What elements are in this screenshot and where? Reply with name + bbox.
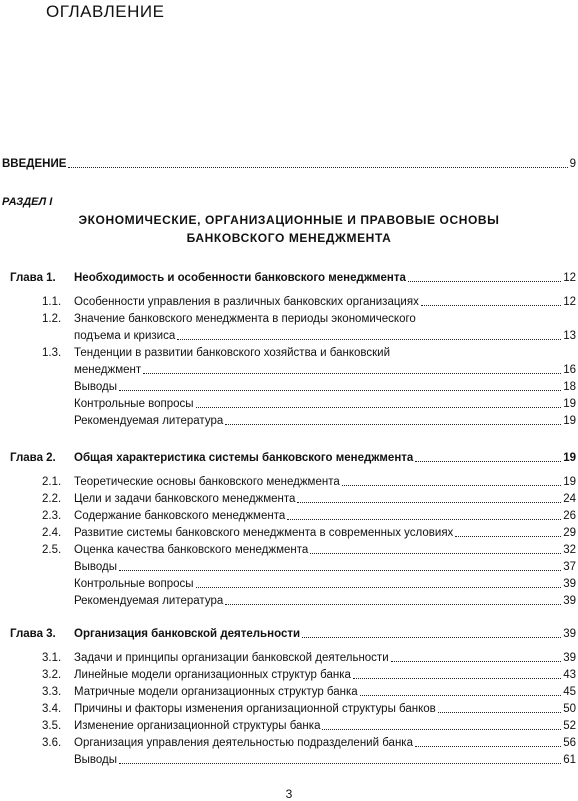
dot-leader <box>408 281 561 282</box>
toc-entry-label: Контрольные вопросы <box>74 398 194 410</box>
toc-entry-page: 26 <box>563 510 576 522</box>
toc-entry-page: 19 <box>563 398 576 410</box>
toc-entry-number: 3.5. <box>42 720 62 732</box>
toc-entry[interactable] <box>74 560 576 574</box>
toc-entry-label: Цели и задачи банковского менеджмента <box>74 493 296 505</box>
toc-entry[interactable] <box>74 295 576 309</box>
toc-entry[interactable] <box>74 414 576 428</box>
toc-entry-page: 19 <box>563 415 576 427</box>
toc-entry-number: 3.2. <box>42 669 62 681</box>
section-heading-line1: ЭКОНОМИЧЕСКИЕ, ОРГАНИЗАЦИОННЫЕ И ПРАВОВЫЕ ОСНОВЫ <box>78 213 500 227</box>
toc-entry-page: 39 <box>563 595 576 607</box>
dot-leader <box>391 661 562 662</box>
dot-leader <box>353 678 561 679</box>
toc-entry-label: ВВЕДЕНИЕ <box>2 158 67 170</box>
dot-leader <box>119 763 561 764</box>
toc-entry-label: Выводы <box>74 381 118 393</box>
dot-leader <box>287 519 561 520</box>
dot-leader <box>455 536 561 537</box>
chapter-number: Глава 1. <box>10 272 56 284</box>
toc-entry-page: 18 <box>563 381 576 393</box>
dot-leader <box>297 502 561 503</box>
toc-entry-label: Выводы <box>74 754 118 766</box>
page-title: ОГЛАВЛЕНИЕ <box>46 2 165 21</box>
toc-entry-page: 13 <box>563 330 576 342</box>
toc-entry-label: Тенденции в развитии банковского хозяйства и банковский <box>74 347 390 359</box>
toc-entry-number: 1.1. <box>42 296 62 308</box>
toc-entry-label: Причины и факторы изменения организационной структуры банков <box>74 703 436 715</box>
toc-entry-number: 2.2. <box>42 493 62 505</box>
toc-entry-label-cont: подъема и кризиса <box>74 330 176 342</box>
toc-entry[interactable] <box>74 397 576 411</box>
toc-entry-label: Рекомендуемая литература <box>74 415 224 427</box>
toc-entry-label: Рекомендуемая литература <box>74 595 224 607</box>
dot-leader <box>342 485 561 486</box>
toc-entry-label: Выводы <box>74 561 118 573</box>
toc-entry[interactable] <box>74 577 576 591</box>
dot-leader <box>177 339 561 340</box>
dot-leader <box>360 695 562 696</box>
page-number: 3 <box>285 787 293 801</box>
toc-entry-page: 16 <box>563 364 576 376</box>
toc-entry-number: 3.6. <box>42 737 62 749</box>
toc-entry-number: 2.3. <box>42 510 62 522</box>
toc-entry-page: 12 <box>563 272 576 284</box>
dot-leader <box>225 604 561 605</box>
toc-entry-page: 29 <box>563 527 576 539</box>
dot-leader <box>196 587 562 588</box>
toc-entry-chapter-1[interactable] <box>74 271 576 285</box>
toc-entry[interactable] <box>74 736 576 750</box>
dot-leader <box>196 407 562 408</box>
toc-entry-page: 24 <box>563 493 576 505</box>
toc-entry-chapter-2[interactable] <box>74 451 576 465</box>
section-label: РАЗДЕЛ I <box>2 196 53 208</box>
toc-entry[interactable] <box>74 753 576 767</box>
toc-entry-page: 19 <box>563 452 576 464</box>
toc-entry-number: 2.4. <box>42 527 62 539</box>
dot-leader <box>415 461 561 462</box>
toc-entry-label: Организация банковской деятельности <box>74 628 301 640</box>
toc-entry-page: 50 <box>563 703 576 715</box>
toc-entry-number: 2.5. <box>42 544 62 556</box>
dot-leader <box>143 373 561 374</box>
section-heading-line2: БАНКОВСКОГО МЕНЕДЖМЕНТА <box>186 231 392 245</box>
toc-entry[interactable] <box>74 668 576 682</box>
toc-entry-label: Особенности управления в различных банковских организациях <box>74 296 419 308</box>
toc-entry-intro[interactable] <box>2 157 576 171</box>
toc-entry[interactable] <box>74 475 576 489</box>
toc-entry-number: 1.3. <box>42 347 62 359</box>
toc-entry-page: 9 <box>569 158 576 170</box>
toc-entry[interactable] <box>74 651 576 665</box>
toc-entry-page: 12 <box>563 296 576 308</box>
toc-entry-label: Содержание банковского менеджмента <box>74 510 286 522</box>
toc-entry[interactable] <box>74 492 576 506</box>
toc-entry-page: 19 <box>563 476 576 488</box>
toc-entry-label: Изменение организационной структуры банка <box>74 720 321 732</box>
toc-entry-page: 43 <box>563 669 576 681</box>
toc-entry-label: Теоретические основы банковского менеджмента <box>74 476 340 488</box>
toc-entry-page: 37 <box>563 561 576 573</box>
dot-leader <box>310 553 561 554</box>
toc-entry-number: 3.3. <box>42 686 62 698</box>
chapter-number: Глава 2. <box>10 452 56 464</box>
dot-leader <box>302 637 561 638</box>
toc-entry[interactable] <box>74 329 576 343</box>
toc-entry-label: Необходимость и особенности банковского менеджмента <box>74 272 406 284</box>
toc-entry-label: Матричные модели организационных структур банка <box>74 686 358 698</box>
toc-entry-page: 39 <box>563 628 576 640</box>
dot-leader <box>119 390 561 391</box>
toc-entry-page: 56 <box>563 737 576 749</box>
toc-entry[interactable] <box>74 380 576 394</box>
toc-entry-label: Задачи и принципы организации банковской деятельности <box>74 652 389 664</box>
toc-entry-number: 3.1. <box>42 652 62 664</box>
toc-entry-page: 52 <box>563 720 576 732</box>
dot-leader <box>421 305 561 306</box>
toc-entry-label-cont: менеджмент <box>74 364 142 376</box>
dot-leader <box>415 746 561 747</box>
toc-entry-page: 45 <box>563 686 576 698</box>
toc-entry-label: Контрольные вопросы <box>74 578 194 590</box>
dot-leader <box>438 712 561 713</box>
toc-entry-label: Значение банковского менеджмента в периоды экономического <box>74 313 416 325</box>
toc-entry[interactable] <box>74 702 576 716</box>
toc-entry[interactable] <box>74 526 576 540</box>
toc-entry-label: Развитие системы банковского менеджмента в современных условиях <box>74 527 454 539</box>
chapter-number: Глава 3. <box>10 628 56 640</box>
toc-entry-label: Общая характеристика системы банковского менеджмента <box>74 452 414 464</box>
toc-entry[interactable] <box>74 594 576 608</box>
toc-entry[interactable] <box>74 543 576 557</box>
toc-entry[interactable] <box>74 363 576 377</box>
toc-entry-label: Организация управления деятельностью подразделений банка <box>74 737 413 749</box>
toc-entry-page: 39 <box>563 578 576 590</box>
toc-entry[interactable] <box>74 685 576 699</box>
dot-leader <box>68 167 567 168</box>
toc-entry-page: 61 <box>563 754 576 766</box>
toc-entry-page: 39 <box>563 652 576 664</box>
toc-entry-label: Оценка качества банковского менеджмента <box>74 544 309 556</box>
toc-entry-number: 2.1. <box>42 476 62 488</box>
dot-leader <box>119 570 561 571</box>
toc-entry-page: 32 <box>563 544 576 556</box>
toc-entry-chapter-3[interactable] <box>74 627 576 641</box>
toc-entry-label: Линейные модели организационных структур банка <box>74 669 351 681</box>
toc-entry[interactable] <box>74 719 576 733</box>
toc-entry-number: 3.4. <box>42 703 62 715</box>
toc-entry[interactable] <box>74 509 576 523</box>
dot-leader <box>225 424 561 425</box>
dot-leader <box>322 729 561 730</box>
toc-entry-number: 1.2. <box>42 313 62 325</box>
